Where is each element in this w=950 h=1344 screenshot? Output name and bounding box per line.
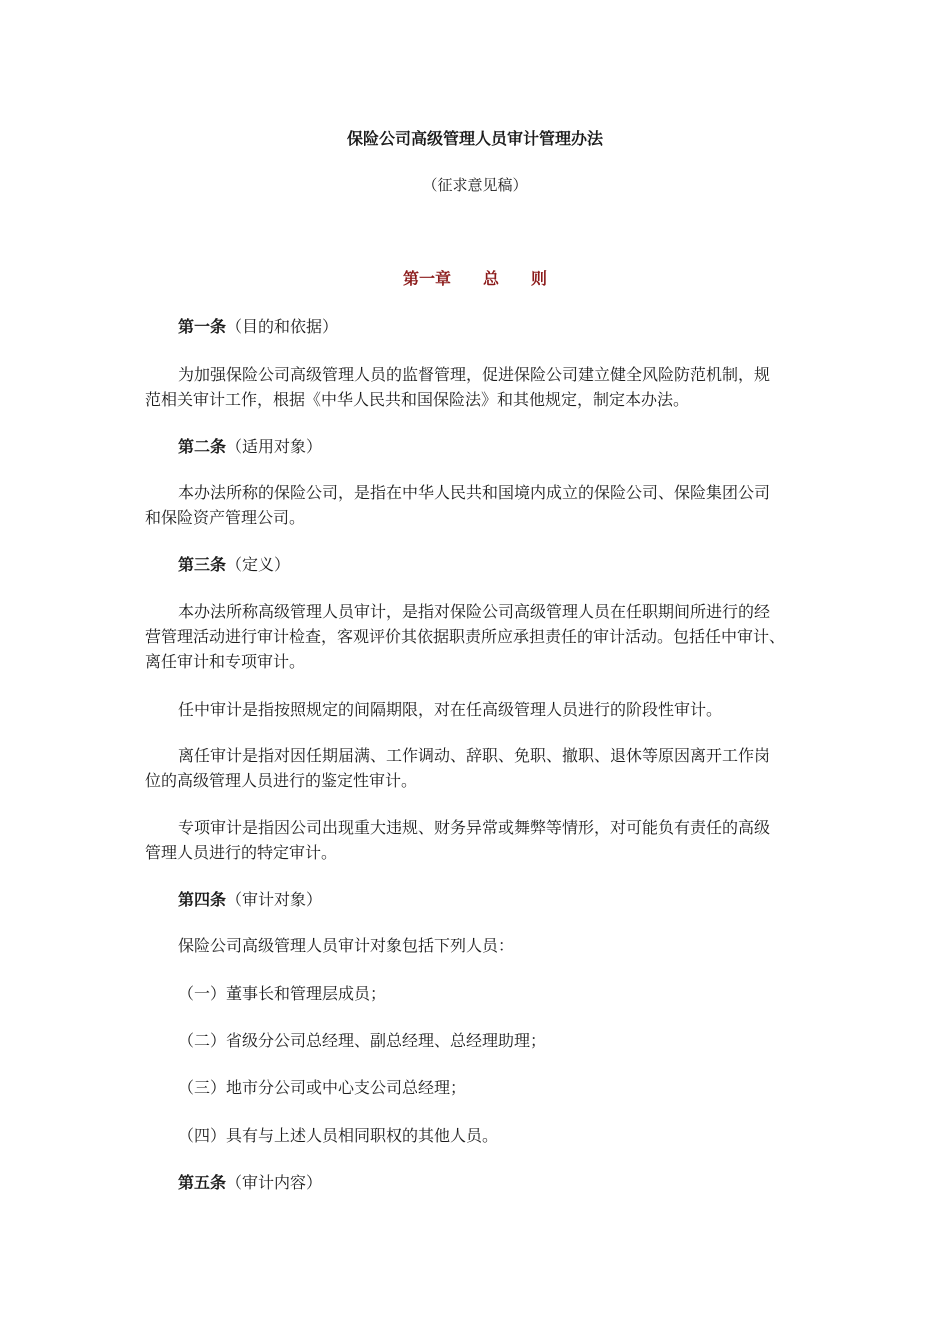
article-note: （目的和依据） — [226, 317, 339, 336]
article-label: 第三条 — [178, 555, 227, 574]
article-label: 第五条 — [178, 1173, 227, 1192]
document-subtitle: （征求意见稿） — [422, 176, 528, 194]
paragraph-line: 管理人员进行的特定审计。 — [145, 843, 338, 862]
chapter-name-part2: 则 — [531, 269, 548, 288]
paragraph-line: 位的高级管理人员进行的鉴定性审计。 — [145, 771, 418, 790]
paragraph-line: 范相关审计工作，根据《中华人民共和国保险法》和其他规定，制定本办法。 — [145, 390, 690, 409]
article-label: 第四条 — [178, 890, 227, 909]
article-label: 第二条 — [178, 437, 227, 456]
article-heading — [178, 554, 290, 576]
article-label: 第一条 — [178, 317, 227, 336]
article-heading — [178, 316, 338, 338]
list-item: （四）具有与上述人员相同职权的其他人员。 — [178, 1126, 499, 1145]
article-heading — [178, 1172, 322, 1194]
article-note: （适用对象） — [226, 437, 323, 456]
paragraph-line: 任中审计是指按照规定的间隔期限，对在任高级管理人员进行的阶段性审计。 — [178, 700, 723, 719]
paragraph-line: 和保险资产管理公司。 — [145, 508, 306, 527]
article-heading — [178, 436, 322, 458]
paragraph-line: 本办法所称的保险公司，是指在中华人民共和国境内成立的保险公司、保险集团公司 — [178, 483, 771, 502]
chapter-number: 第一章 — [402, 269, 451, 288]
paragraph-line: 离任审计是指对因任期届满、工作调动、辞职、免职、撤职、退休等原因离开工作岗 — [178, 746, 771, 765]
article-note: （审计内容） — [226, 1173, 323, 1192]
list-item: （一）董事长和管理层成员； — [178, 984, 387, 1003]
paragraph-line: 专项审计是指因公司出现重大违规、财务异常或舞弊等情形，对可能负有责任的高级 — [178, 818, 771, 837]
article-note: （定义） — [226, 555, 291, 574]
list-item: （二）省级分公司总经理、副总经理、总经理助理； — [178, 1031, 547, 1050]
article-note: （审计对象） — [226, 890, 323, 909]
paragraph-line: 本办法所称高级管理人员审计，是指对保险公司高级管理人员在任职期间所进行的经 — [178, 602, 771, 621]
article-heading — [178, 889, 322, 911]
paragraph-line: 营管理活动进行审计检查，客观评价其依据职责所应承担责任的审计活动。包括任中审计、 — [145, 627, 786, 646]
chapter-heading — [0, 268, 950, 290]
paragraph-line: 离任审计和专项审计。 — [145, 652, 306, 671]
list-item: （三）地市分公司或中心支公司总经理； — [178, 1078, 467, 1097]
paragraph-line: 保险公司高级管理人员审计对象包括下列人员： — [178, 936, 515, 955]
paragraph-line: 为加强保险公司高级管理人员的监督管理，促进保险公司建立健全风险防范机制，规 — [178, 365, 771, 384]
chapter-name-part1: 总 — [482, 269, 499, 288]
document-title: 保险公司高级管理人员审计管理办法 — [346, 129, 603, 148]
